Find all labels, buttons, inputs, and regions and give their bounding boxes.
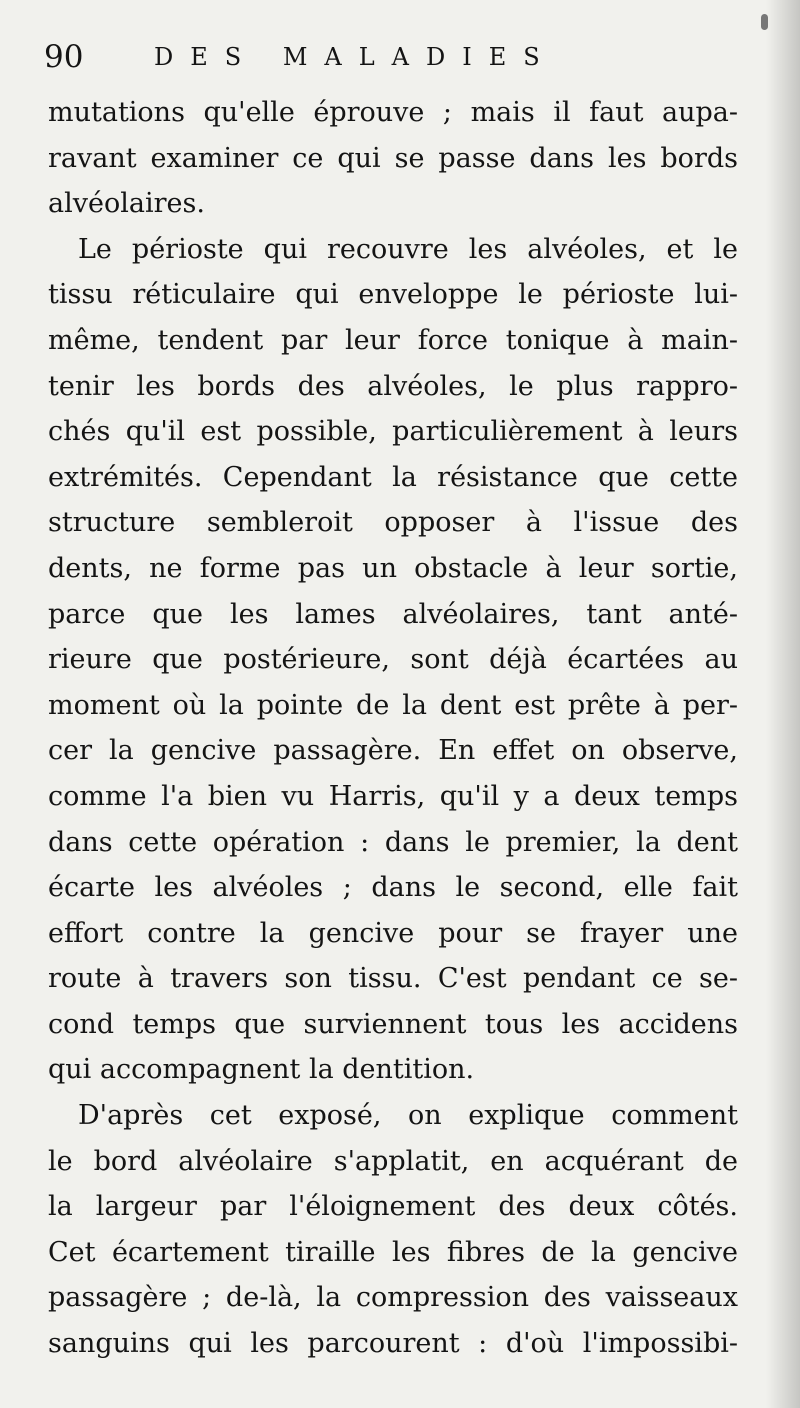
text-line: dents, ne forme pas un obstacle à leur sortie, — [48, 552, 738, 584]
page-number: 90 — [44, 39, 84, 75]
text-line: écarte les alvéoles ; dans le second, elle fait — [48, 872, 738, 904]
text-line: cond temps que surviennent tous les accidens — [48, 1008, 738, 1040]
text-line: Le périoste qui recouvre les alvéoles, et le — [78, 233, 738, 265]
text-line: alvéolaires. — [48, 188, 205, 220]
text-line: route à travers son tissu. C'est pendant ce se- — [48, 963, 738, 995]
ink-mark — [761, 14, 768, 30]
text-line: D'après cet exposé, on explique comment — [78, 1100, 738, 1132]
body-text — [48, 90, 738, 1367]
text-line: dans cette opération : dans le premier, la dent — [48, 826, 738, 858]
text-line: tissu réticulaire qui enveloppe le périoste lui- — [48, 279, 738, 311]
running-head: DES MALADIES — [154, 43, 557, 71]
text-line: cer la gencive passagère. En effet on observe, — [48, 735, 738, 767]
text-line: tenir les bords des alvéoles, le plus rappro- — [48, 370, 738, 402]
text-line: chés qu'il est possible, particulièrement à leurs — [48, 416, 738, 448]
text-line: ravant examiner ce qui se passe dans les bords — [48, 142, 738, 174]
text-line: passagère ; de-là, la compression des vaisseaux — [48, 1282, 738, 1314]
text-line: effort contre la gencive pour se frayer une — [48, 917, 738, 949]
text-line: Cet écartement tiraille les fibres de la gencive — [48, 1236, 738, 1268]
text-line: rieure que postérieure, sont déjà écartées au — [48, 644, 738, 676]
text-line: qui accompagnent la dentition. — [48, 1054, 475, 1086]
text-line: mutations qu'elle éprouve ; mais il faut aupa- — [48, 97, 738, 128]
text-line: le bord alvéolaire s'applatit, en acquérant de — [48, 1145, 738, 1177]
text-line: comme l'a bien vu Harris, qu'il y a deux temps — [48, 780, 738, 812]
text-line: moment où la pointe de la dent est prête à per- — [48, 689, 738, 721]
text-line: sanguins qui les parcourent : d'où l'impossibi- — [48, 1328, 738, 1360]
text-line: parce que les lames alvéolaires, tant anté- — [48, 598, 738, 630]
text-line: structure sembleroit opposer à l'issue des — [48, 507, 738, 539]
text-line: extrémités. Cependant la résistance que cette — [48, 461, 738, 493]
page-edge-shadow — [766, 0, 800, 1408]
text-line: la largeur par l'éloignement des deux côtés. — [48, 1191, 738, 1223]
text-line: même, tendent par leur force tonique à main- — [48, 324, 738, 356]
page-header — [44, 34, 744, 80]
